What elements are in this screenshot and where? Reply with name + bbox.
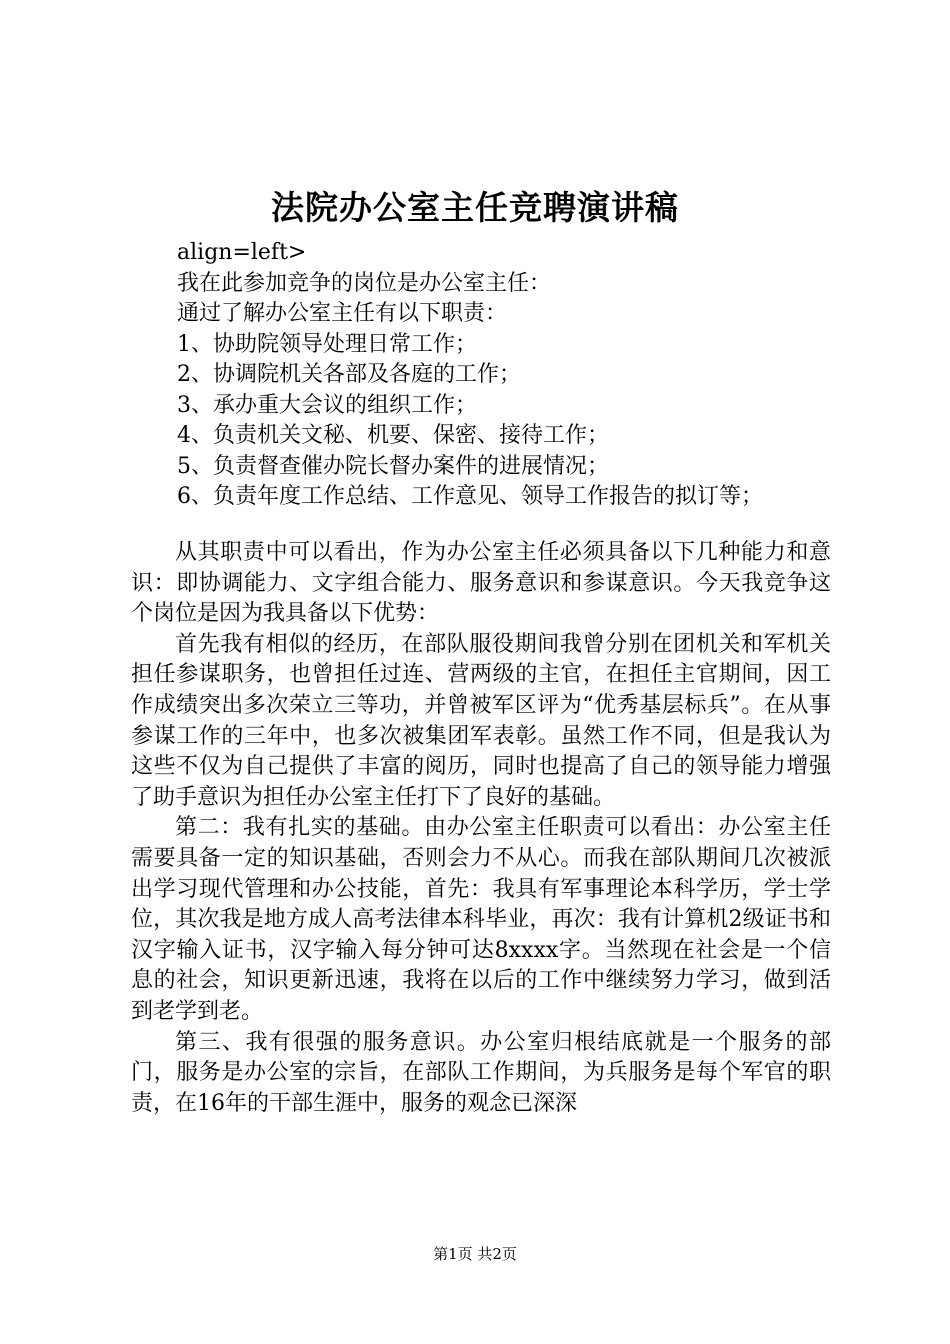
page-total: 共2页 [477, 1245, 517, 1263]
list-line: 6、负责年度工作总结、工作意见、领导工作报告的拟订等； [177, 484, 763, 509]
list-line: 1、协助院领导处理日常工作； [177, 331, 477, 357]
page-footer [0, 1243, 950, 1265]
paragraph: 从其职责中可以看出，作为办公室主任必须具备以下几种能力和意识：即协调能力、文字组合能力、服务意识和参谋意识。今天我竞争这个岗位是因为我具备以下优势： [131, 540, 831, 627]
duties-list [177, 238, 937, 513]
document-title: 法院办公室主任竞聘演讲稿 [271, 188, 679, 227]
paragraph: 第三、我有很强的服务意识。办公室归根结底就是一个服务的部门，服务是办公室的宗旨，在部队工作期间，为兵服务是每个军官的职责，在16年的干部生涯中，服务的观念已深深 [131, 1029, 831, 1116]
page-number: 第1页 [433, 1245, 473, 1263]
list-line: 2、协调院机关各部及各庭的工作； [177, 362, 521, 387]
paragraph: 第二：我有扎实的基础。由办公室主任职责可以看出：办公室主任需要具备一定的知识基础，否则会力不从心。而我在部队期间几次被派出学习现代管理和办公技能，首先：我具有军事理论本科学历，学士学位，其次我是地方成人高考法律本科毕业，再次：我有计算机2级证书和汉字输入证书，汉字输入每分钟可达8xxxx字。当然现在社会是一个信息的社会，知识更新迅速，我将在以后的工作中继续努力学习，做到活到老学到老。 [131, 815, 831, 1024]
body-text [131, 538, 831, 1119]
list-line: 通过了解办公室主任有以下职责： [177, 301, 508, 326]
list-line: 我在此参加竞争的岗位是办公室主任： [177, 270, 552, 296]
list-line: 4、负责机关文秘、机要、保密、接待工作； [177, 423, 609, 448]
list-line: 5、负责督查催办院长督办案件的进展情况； [177, 453, 609, 479]
paragraph: 首先我有相似的经历，在部队服役期间我曾分别在团机关和军机关担任参谋职务，也曾担任过连、营两级的主官，在担任主官期间，因工作成绩突出多次荣立三等功，并曾被军区评为“优秀基层标兵”。在从事参谋工作的三年中，也多次被集团军表彰。虽然工作不同，但是我认为这些不仅为自己提供了丰富的阅历，同时也提高了自己的领导能力增强了助手意识为担任办公室主任打下了良好的基础。 [131, 631, 831, 810]
list-line: align=left> [177, 240, 307, 265]
list-line: 3、承办重大会议的组织工作； [177, 392, 477, 418]
